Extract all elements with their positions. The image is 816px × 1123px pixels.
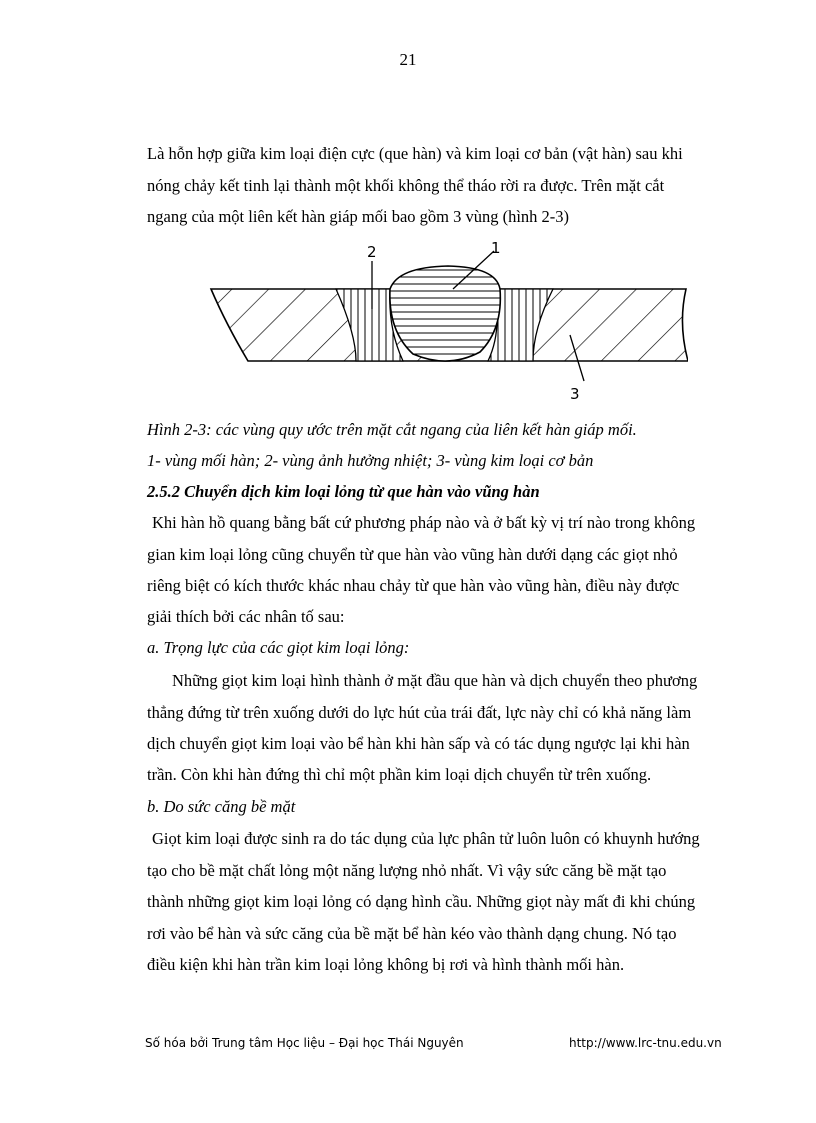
section-heading: 2.5.2 Chuyển dịch kim loại lỏng từ que hàn vào vũng hàn	[147, 482, 540, 501]
footer-source: Số hóa bởi Trung tâm Học liệu – Đại học Thái Nguyên	[145, 1036, 464, 1050]
label-3: 3	[570, 385, 580, 403]
para2-line-2: thẳng đứng từ trên xuống dưới do lực hút của trái đất, lực này chỉ có khả năng làm	[147, 703, 692, 722]
label-2: 2	[367, 243, 377, 261]
para1-line-3: riêng biệt có kích thước khác nhau chảy từ que hàn vào vũng hàn, điều này được	[147, 576, 680, 595]
weld-diagram	[208, 239, 688, 414]
page-number: 21	[399, 50, 417, 69]
figure-caption: Hình 2-3: các vùng quy ước trên mặt cắt ngang của liên kết hàn giáp mối.	[147, 420, 637, 439]
intro-line-2: nóng chảy kết tinh lại thành một khối không thể tháo rời ra được. Trên mặt cắt	[147, 176, 665, 195]
footer-url[interactable]: http://www.lrc-tnu.edu.vn	[569, 1036, 722, 1050]
figure-legend: 1- vùng mối hàn; 2- vùng ảnh hưởng nhiệt; 3- vùng kim loại cơ bản	[147, 451, 594, 470]
para3-line-1: Giọt kim loại được sinh ra do tác dụng của lực phân tử luôn luôn có khuynh hướng	[152, 829, 700, 848]
intro-line-3: ngang của một liên kết hàn giáp mối bao gồm 3 vùng (hình 2-3)	[147, 207, 570, 226]
subheading-a: a. Trọng lực của các giọt kim loại lỏng:	[147, 638, 410, 657]
para3-line-4: rơi vào bể hàn và sức căng của bề mặt bể hàn kéo vào thành dạng chung. Nó tạo	[147, 924, 677, 943]
para3-line-5: điều kiện khi hàn trần kim loại lỏng không bị rơi và hình thành mối hàn.	[147, 955, 625, 974]
para2-line-1: Những giọt kim loại hình thành ở mặt đầu que hàn và dịch chuyển theo phương	[172, 671, 698, 690]
para2-line-4: trần. Còn khi hàn đứng thì chỉ một phần kim loại dịch chuyển từ trên xuống.	[147, 765, 652, 784]
para1-line-4: giải thích bởi các nhân tố sau:	[147, 607, 345, 626]
para3-line-3: thành những giọt kim loại lỏng có dạng hình cầu. Những giọt này mất đi khi chúng	[147, 892, 696, 911]
weld-cross-section-figure	[208, 239, 688, 414]
para1-line-1: Khi hàn hồ quang bằng bất cứ phương pháp nào và ở bất kỳ vị trí nào trong không	[152, 513, 696, 532]
intro-line-1: Là hỗn hợp giữa kim loại điện cực (que hàn) và kim loại cơ bản (vật hàn) sau khi	[147, 144, 683, 163]
subheading-b: b. Do sức căng bề mặt	[147, 797, 296, 816]
label-1: 1	[491, 239, 501, 257]
para1-line-2: gian kim loại lỏng cũng chuyển từ que hàn vào vũng hàn dưới dạng các giọt nhỏ	[147, 545, 678, 564]
para3-line-2: tạo cho bề mặt chất lỏng một năng lượng nhỏ nhất. Vì vậy sức căng bề mặt tạo	[147, 861, 667, 880]
para2-line-3: dịch chuyển giọt kim loại vào bể hàn khi hàn sấp và có tác dụng ngược lại khi hàn	[147, 734, 690, 753]
